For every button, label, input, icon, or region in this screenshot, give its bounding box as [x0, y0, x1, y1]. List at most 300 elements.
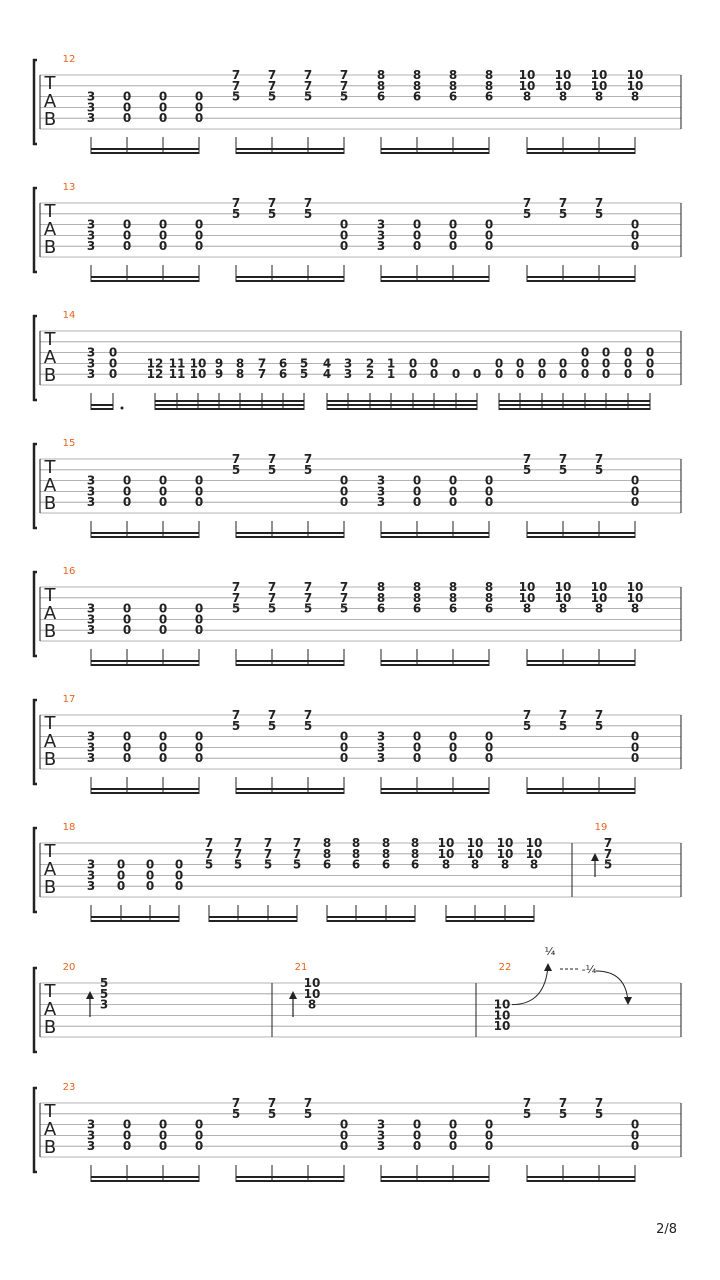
- fret-number: 5: [303, 718, 313, 733]
- fret-number: 11: [168, 356, 186, 371]
- fret-number: 10: [525, 836, 543, 850]
- fret-number: 0: [116, 857, 126, 872]
- fret-number: 0: [122, 239, 132, 254]
- fret-number: 7: [339, 590, 349, 605]
- tab-clef-letter: B: [43, 621, 57, 642]
- fret-number: 5: [558, 1106, 568, 1121]
- fret-number: 6: [351, 857, 361, 872]
- fret-number: 0: [158, 111, 168, 126]
- fret-number: 0: [122, 1139, 132, 1154]
- fret-number: 3: [86, 228, 96, 243]
- fret-number: 6: [278, 356, 288, 371]
- tab-clef-letter: A: [43, 475, 57, 496]
- fret-number: 8: [500, 857, 510, 872]
- fret-number: 8: [448, 580, 458, 594]
- fret-number: 3: [86, 857, 96, 872]
- tab-clef-letter: T: [44, 457, 56, 478]
- note-beam: [91, 152, 199, 154]
- tab-clef-letter: B: [43, 877, 57, 898]
- page-number: 2/8: [656, 1222, 677, 1237]
- fret-number: 7: [303, 196, 313, 210]
- strum-arrow-head: [591, 853, 599, 861]
- fret-number: 0: [194, 729, 204, 744]
- fret-number: 0: [412, 1117, 422, 1132]
- fret-number: 3: [86, 367, 96, 382]
- release-arrowhead: [624, 997, 632, 1005]
- fret-number: 3: [376, 495, 386, 510]
- fret-number: 0: [558, 356, 568, 371]
- note-beam: [381, 660, 489, 662]
- tab-clef-letter: T: [44, 329, 56, 350]
- tab-clef-letter: A: [43, 731, 57, 752]
- measure-number: 17: [62, 694, 76, 705]
- fret-number: 7: [292, 846, 302, 861]
- fret-number: 3: [86, 473, 96, 488]
- fret-number: 0: [158, 239, 168, 254]
- fret-number: 0: [515, 367, 525, 382]
- system-bracket: [34, 700, 37, 784]
- fret-number: 3: [343, 356, 353, 371]
- note-beam: [381, 276, 489, 278]
- note-beam: [527, 280, 635, 282]
- fret-number: 3: [376, 228, 386, 243]
- fret-number: 8: [630, 601, 640, 616]
- fret-number: 0: [339, 1128, 349, 1143]
- fret-number: 5: [231, 206, 241, 221]
- fret-number: 0: [194, 1139, 204, 1154]
- fret-number: 7: [233, 836, 243, 850]
- fret-number: 3: [86, 1128, 96, 1143]
- fret-number: 0: [158, 89, 168, 104]
- fret-number: 5: [339, 89, 349, 104]
- fret-number: 8: [484, 68, 494, 82]
- fret-number: 8: [448, 590, 458, 605]
- note-beam: [209, 920, 297, 922]
- fret-number: 0: [194, 228, 204, 243]
- fret-number: 0: [194, 601, 204, 616]
- fret-number: 0: [339, 217, 349, 232]
- note-beam: [91, 660, 199, 662]
- note-beam: [381, 532, 489, 534]
- fret-number: 0: [645, 356, 655, 371]
- fret-number: 8: [376, 68, 386, 82]
- fret-number: 10: [493, 997, 511, 1012]
- fret-number: 3: [376, 729, 386, 744]
- dotted-rhythm-dot: [121, 407, 124, 410]
- fret-number: 8: [412, 68, 422, 82]
- fret-number: 8: [412, 580, 422, 594]
- note-beam: [499, 408, 650, 410]
- fret-number: 8: [307, 997, 317, 1012]
- fret-number: 0: [122, 751, 132, 766]
- note-beam: [527, 152, 635, 154]
- measure-number: 12: [62, 54, 76, 65]
- fret-number: 3: [376, 484, 386, 499]
- fret-number: 0: [448, 1139, 458, 1154]
- fret-number: 0: [484, 484, 494, 499]
- fret-number: 10: [554, 78, 572, 93]
- fret-number: 0: [630, 740, 640, 755]
- fret-number: 0: [630, 1117, 640, 1132]
- fret-number: 10: [518, 590, 536, 605]
- fret-number: 0: [537, 367, 547, 382]
- fret-number: 10: [554, 580, 572, 594]
- fret-number: 0: [158, 751, 168, 766]
- fret-number: 10: [437, 846, 455, 861]
- tab-clef-letter: B: [43, 365, 57, 386]
- fret-number: 0: [339, 473, 349, 488]
- fret-number: 5: [339, 601, 349, 616]
- fret-number: 3: [86, 89, 96, 104]
- fret-number: 0: [122, 217, 132, 232]
- note-beam: [91, 916, 179, 918]
- fret-number: 6: [412, 89, 422, 104]
- fret-number: 0: [484, 1139, 494, 1154]
- fret-number: 8: [441, 857, 451, 872]
- fret-number: 0: [630, 495, 640, 510]
- fret-number: 0: [158, 473, 168, 488]
- fret-number: 8: [235, 356, 245, 371]
- note-beam: [236, 280, 344, 282]
- fret-number: 0: [448, 740, 458, 755]
- fret-number: 12: [146, 367, 164, 382]
- fret-number: 0: [108, 356, 118, 371]
- note-beam: [381, 148, 489, 150]
- note-beam: [236, 1180, 344, 1182]
- fret-number: 0: [158, 623, 168, 638]
- fret-number: 8: [470, 857, 480, 872]
- system-bracket: [34, 1088, 37, 1172]
- fret-number: 0: [630, 1128, 640, 1143]
- tab-clef-letter: A: [43, 859, 57, 880]
- note-beam: [527, 1180, 635, 1182]
- fret-number: 0: [408, 356, 418, 371]
- fret-number: 3: [376, 239, 386, 254]
- fret-number: 0: [194, 100, 204, 115]
- fret-number: 5: [233, 857, 243, 872]
- fret-number: 10: [303, 976, 321, 990]
- fret-number: 0: [412, 740, 422, 755]
- fret-number: 6: [381, 857, 391, 872]
- fret-number: 10: [518, 68, 536, 82]
- note-beam: [236, 152, 344, 154]
- fret-number: 0: [108, 367, 118, 382]
- note-beam: [381, 792, 489, 794]
- fret-number: 7: [303, 580, 313, 594]
- measure-number: 13: [62, 182, 76, 193]
- fret-number: 7: [303, 68, 313, 82]
- fret-number: 1: [386, 356, 396, 371]
- measure-number: 22: [498, 962, 512, 973]
- fret-number: 0: [158, 729, 168, 744]
- fret-number: 7: [231, 1096, 241, 1110]
- fret-number: 7: [594, 708, 604, 722]
- fret-number: 10: [493, 1019, 511, 1034]
- fret-number: 5: [263, 857, 273, 872]
- fret-number: 0: [412, 239, 422, 254]
- fret-number: 10: [518, 580, 536, 594]
- note-beam: [527, 276, 635, 278]
- fret-number: 3: [86, 345, 96, 360]
- fret-number: 7: [263, 836, 273, 850]
- fret-number: 5: [522, 1106, 532, 1121]
- fret-number: 0: [122, 729, 132, 744]
- fret-number: 5: [558, 718, 568, 733]
- tab-clef-letter: T: [44, 841, 56, 862]
- fret-number: 0: [194, 89, 204, 104]
- fret-number: 7: [522, 708, 532, 722]
- fret-number: 0: [158, 1117, 168, 1132]
- fret-number: 1: [386, 367, 396, 382]
- fret-number: 0: [194, 217, 204, 232]
- fret-number: 0: [122, 228, 132, 243]
- fret-number: 5: [292, 857, 302, 872]
- fret-number: 0: [122, 473, 132, 488]
- note-beam: [91, 404, 113, 406]
- fret-number: 0: [339, 751, 349, 766]
- fret-number: 0: [645, 345, 655, 360]
- fret-number: 7: [303, 708, 313, 722]
- fret-number: 8: [630, 89, 640, 104]
- fret-number: 0: [630, 1139, 640, 1154]
- fret-number: 8: [351, 846, 361, 861]
- fret-number: 7: [558, 452, 568, 466]
- fret-number: 0: [158, 484, 168, 499]
- note-beam: [381, 152, 489, 154]
- fret-number: 0: [158, 612, 168, 627]
- tab-clef-letter: A: [43, 91, 57, 112]
- fret-number: 8: [484, 580, 494, 594]
- fret-number: 3: [86, 100, 96, 115]
- fret-number: 0: [580, 356, 590, 371]
- measure-number: 16: [62, 566, 76, 577]
- fret-number: 7: [558, 1096, 568, 1110]
- fret-number: 0: [194, 623, 204, 638]
- fret-number: 5: [558, 462, 568, 477]
- fret-number: 0: [122, 495, 132, 510]
- fret-number: 0: [194, 740, 204, 755]
- fret-number: 3: [376, 1139, 386, 1154]
- tab-clef-letter: B: [43, 237, 57, 258]
- fret-number: 10: [626, 68, 644, 82]
- fret-number: 0: [122, 740, 132, 755]
- fret-number: 0: [484, 729, 494, 744]
- fret-number: 7: [267, 78, 277, 93]
- fret-number: 7: [558, 708, 568, 722]
- fret-number: 0: [451, 367, 461, 382]
- fret-number: 8: [381, 846, 391, 861]
- fret-number: 0: [448, 1117, 458, 1132]
- fret-number: 3: [86, 495, 96, 510]
- fret-number: 3: [99, 997, 109, 1012]
- note-beam: [91, 280, 199, 282]
- fret-number: 0: [194, 751, 204, 766]
- tab-clef-letter: A: [43, 219, 57, 240]
- fret-number: 0: [484, 228, 494, 243]
- note-beam: [381, 536, 489, 538]
- fret-number: 6: [484, 89, 494, 104]
- system-bracket: [34, 60, 37, 144]
- fret-number: 8: [376, 590, 386, 605]
- note-beam: [236, 792, 344, 794]
- fret-number: 0: [448, 217, 458, 232]
- fret-number: 0: [623, 345, 633, 360]
- fret-number: 5: [303, 89, 313, 104]
- fret-number: 10: [554, 590, 572, 605]
- fret-number: 0: [448, 239, 458, 254]
- note-beam: [381, 788, 489, 790]
- fret-number: 0: [339, 239, 349, 254]
- fret-number: 7: [267, 68, 277, 82]
- fret-number: 8: [594, 89, 604, 104]
- fret-number: 0: [339, 729, 349, 744]
- fret-number: 3: [376, 751, 386, 766]
- fret-number: 0: [448, 484, 458, 499]
- fret-number: 0: [122, 111, 132, 126]
- tab-clef-letter: T: [44, 981, 56, 1002]
- fret-number: 7: [231, 196, 241, 210]
- fret-number: 7: [603, 836, 613, 850]
- fret-number: 5: [267, 462, 277, 477]
- fret-number: 3: [376, 740, 386, 755]
- measure-number: 20: [62, 962, 76, 973]
- note-beam: [91, 1176, 199, 1178]
- fret-number: 6: [412, 601, 422, 616]
- measure-number: 14: [62, 310, 76, 321]
- fret-number: 0: [174, 868, 184, 883]
- fret-number: 6: [278, 367, 288, 382]
- note-beam: [91, 408, 113, 410]
- fret-number: 0: [623, 356, 633, 371]
- fret-number: 0: [484, 1117, 494, 1132]
- fret-number: 0: [194, 612, 204, 627]
- fret-number: 0: [484, 1128, 494, 1143]
- fret-number: 5: [267, 718, 277, 733]
- fret-number: 0: [339, 495, 349, 510]
- note-beam: [236, 660, 344, 662]
- fret-number: 8: [376, 78, 386, 93]
- note-beam: [499, 400, 650, 402]
- fret-number: 10: [496, 836, 514, 850]
- fret-number: 0: [122, 1128, 132, 1143]
- tab-clef-letter: B: [43, 749, 57, 770]
- fret-number: 0: [158, 740, 168, 755]
- fret-number: 0: [484, 217, 494, 232]
- fret-number: 2: [365, 356, 375, 371]
- fret-number: 0: [194, 1117, 204, 1132]
- fret-number: 6: [448, 601, 458, 616]
- fret-number: 3: [86, 217, 96, 232]
- fret-number: 0: [429, 356, 439, 371]
- fret-number: 0: [412, 495, 422, 510]
- fret-number: 3: [86, 729, 96, 744]
- note-beam: [91, 788, 199, 790]
- fret-number: 10: [590, 78, 608, 93]
- tab-clef-letter: T: [44, 585, 56, 606]
- fret-number: 5: [299, 367, 309, 382]
- fret-number: 6: [376, 89, 386, 104]
- fret-number: 7: [594, 1096, 604, 1110]
- fret-number: 8: [412, 590, 422, 605]
- fret-number: 5: [522, 462, 532, 477]
- fret-number: 10: [189, 367, 207, 382]
- note-beam: [91, 276, 199, 278]
- fret-number: 0: [194, 239, 204, 254]
- fret-number: 10: [626, 78, 644, 93]
- fret-number: 7: [558, 196, 568, 210]
- fret-number: 8: [594, 601, 604, 616]
- fret-number: 5: [594, 206, 604, 221]
- fret-number: 0: [122, 1117, 132, 1132]
- measure-number: 23: [62, 1082, 76, 1093]
- fret-number: 5: [299, 356, 309, 371]
- system-bracket: [34, 444, 37, 528]
- fret-number: 0: [339, 1117, 349, 1132]
- fret-number: 5: [522, 718, 532, 733]
- fret-number: 3: [376, 1128, 386, 1143]
- fret-number: 6: [448, 89, 458, 104]
- fret-number: 0: [484, 473, 494, 488]
- fret-number: 0: [484, 239, 494, 254]
- fret-number: 6: [410, 857, 420, 872]
- fret-number: 3: [86, 751, 96, 766]
- fret-number: 7: [231, 78, 241, 93]
- fret-number: 5: [231, 89, 241, 104]
- fret-number: 7: [339, 580, 349, 594]
- tab-clef-letter: T: [44, 73, 56, 94]
- system-bracket: [34, 572, 37, 656]
- fret-number: 9: [214, 356, 224, 371]
- fret-number: 10: [554, 68, 572, 82]
- fret-number: 5: [267, 206, 277, 221]
- fret-number: 7: [231, 708, 241, 722]
- fret-number: 5: [303, 1106, 313, 1121]
- note-beam: [209, 916, 297, 918]
- fret-number: 0: [122, 89, 132, 104]
- measure-number: 19: [594, 822, 608, 833]
- fret-number: 7: [522, 452, 532, 466]
- fret-number: 0: [412, 228, 422, 243]
- fret-number: 0: [122, 612, 132, 627]
- note-beam: [327, 920, 415, 922]
- fret-number: 5: [99, 986, 109, 1001]
- fret-number: 0: [412, 751, 422, 766]
- fret-number: 0: [158, 217, 168, 232]
- bend-arrowhead: [544, 963, 552, 971]
- fret-number: 0: [448, 751, 458, 766]
- fret-number: 0: [623, 367, 633, 382]
- fret-number: 0: [174, 879, 184, 894]
- fret-number: 0: [601, 345, 611, 360]
- fret-number: 0: [158, 601, 168, 616]
- fret-number: 10: [189, 356, 207, 371]
- fret-number: 8: [412, 78, 422, 93]
- fret-number: 8: [322, 836, 332, 850]
- fret-number: 10: [518, 78, 536, 93]
- system-bracket: [34, 828, 37, 912]
- fret-number: 3: [86, 612, 96, 627]
- tab-clef-letter: T: [44, 201, 56, 222]
- fret-number: 0: [515, 356, 525, 371]
- fret-number: 10: [303, 986, 321, 1001]
- note-beam: [527, 1176, 635, 1178]
- fret-number: 5: [522, 206, 532, 221]
- fret-number: 10: [466, 836, 484, 850]
- fret-number: 10: [525, 846, 543, 861]
- tab-clef-letter: T: [44, 713, 56, 734]
- fret-number: 3: [86, 1117, 96, 1132]
- fret-number: 0: [339, 740, 349, 755]
